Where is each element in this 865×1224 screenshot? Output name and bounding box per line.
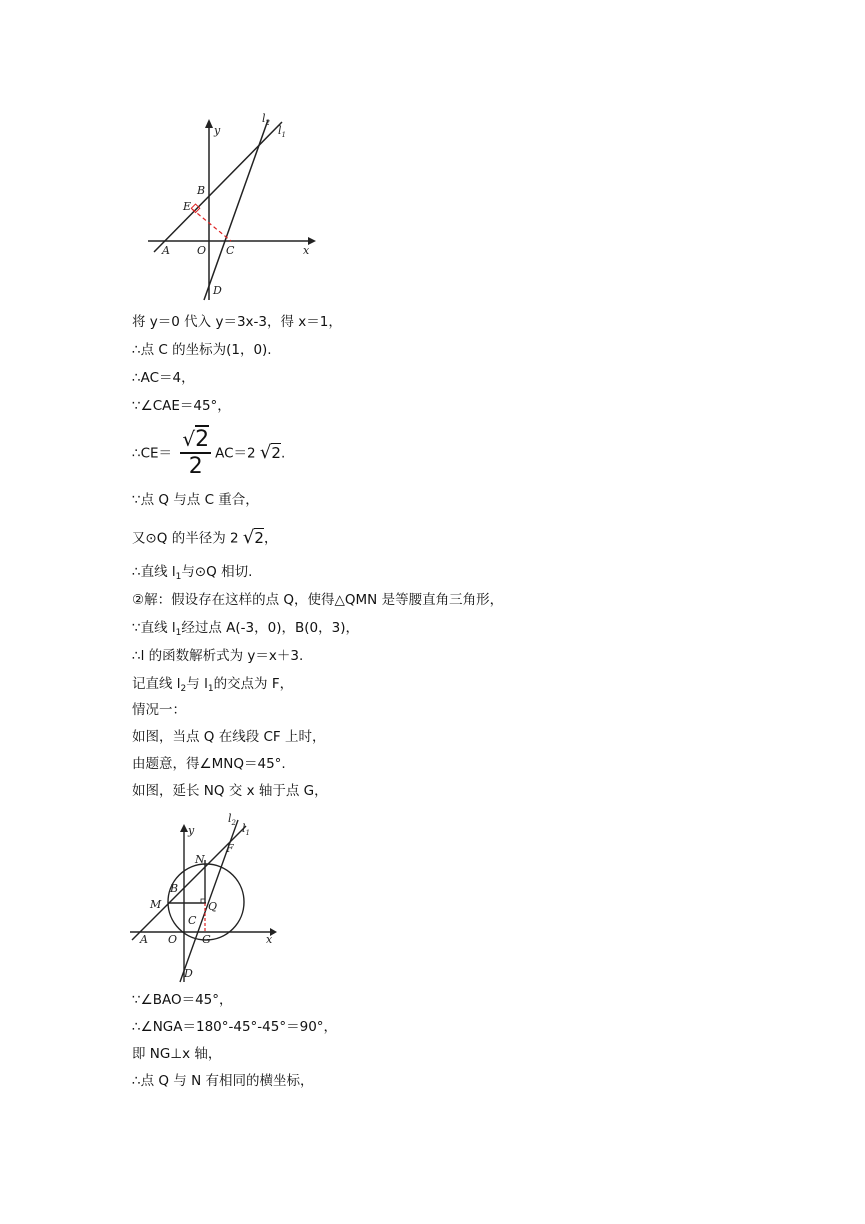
figure-2	[128, 810, 283, 985]
y-arrow	[180, 824, 188, 832]
text-line-sqrt: 又⊙Q 的半径为 2 √2，	[132, 524, 277, 553]
label-x: x	[303, 244, 310, 257]
label-Q: Q	[208, 900, 218, 913]
text-line: ∴点 Q 与 N 有相同的横坐标，	[132, 1073, 314, 1089]
label-E: E	[183, 200, 192, 213]
text-line: ∴点 C 的坐标为(1，0).	[132, 342, 272, 358]
y-arrow	[205, 119, 213, 128]
text-line: 由题意，得∠MNQ＝45°.	[132, 756, 286, 772]
text-line: 如图，延长 NQ 交 x 轴于点 G，	[132, 783, 328, 799]
label-x: x	[266, 933, 273, 946]
text-line: ∵点 Q 与点 C 重合，	[132, 492, 259, 508]
text-line: ∵∠BAO＝45°，	[132, 992, 233, 1008]
label-D: D	[213, 284, 222, 297]
label-l1: $l_1$	[278, 124, 286, 139]
text-line: ∵直线 $l_1$经过点 A(-3，0)，B(0，3)，	[132, 620, 359, 638]
text-line: ∴AC＝4，	[132, 370, 195, 386]
line-l2	[204, 120, 268, 300]
text-line: ∴直线 $l_1$与⊙Q 相切.	[132, 564, 253, 582]
label-D: D	[184, 967, 193, 980]
perpendicular-ec	[192, 209, 231, 241]
text-line: ∵∠CAE＝45°，	[132, 398, 231, 414]
label-B: B	[197, 184, 206, 197]
label-B: B	[170, 882, 179, 895]
fraction-sqrt2-over-2: $\frac{√2}{2}$	[182, 427, 210, 479]
label-A: A	[140, 933, 148, 946]
text-line: ∴l 的函数解析式为 y＝x＋3.	[132, 648, 304, 664]
text-line: 将 y＝0 代入 y＝3x-3，得 x＝1，	[132, 314, 342, 330]
text-line: 如图，当点 Q 在线段 CF 上时，	[132, 729, 326, 745]
label-l1: $l_1$	[242, 822, 250, 837]
text-line: 即 NG⊥x 轴，	[132, 1046, 222, 1062]
label-l2: $l_2$	[228, 812, 236, 827]
label-F: F	[226, 842, 234, 855]
text-line: 情况一：	[132, 702, 186, 718]
text-line-fraction: ∴CE＝ $\frac{√2}{2}$ AC＝2 √2.	[132, 427, 286, 479]
figure-1	[140, 110, 330, 305]
text-line: ②解：假设存在这样的点 Q，使得△QMN 是等腰直角三角形，	[132, 592, 504, 608]
sqrt-2: √2	[242, 527, 264, 548]
label-G: G	[202, 933, 211, 946]
circle-q	[168, 864, 244, 940]
right-angle-mark	[191, 204, 199, 212]
text-line: ∴∠NGA＝180°-45°-45°＝90°，	[132, 1019, 338, 1035]
text-line: 记直线 $l_2$与 $l_1$的交点为 F，	[132, 676, 294, 694]
label-O: O	[168, 933, 178, 946]
label-A: A	[162, 244, 170, 257]
label-N: N	[195, 853, 205, 866]
line-l1	[154, 122, 282, 252]
label-C: C	[188, 914, 197, 927]
label-O: O	[197, 244, 207, 257]
label-C: C	[226, 244, 235, 257]
label-y: y	[188, 824, 195, 837]
label-y: y	[214, 124, 221, 137]
label-M: M	[150, 898, 162, 911]
label-l2: $l_2$	[262, 112, 270, 127]
sqrt-2: √2	[259, 442, 281, 463]
